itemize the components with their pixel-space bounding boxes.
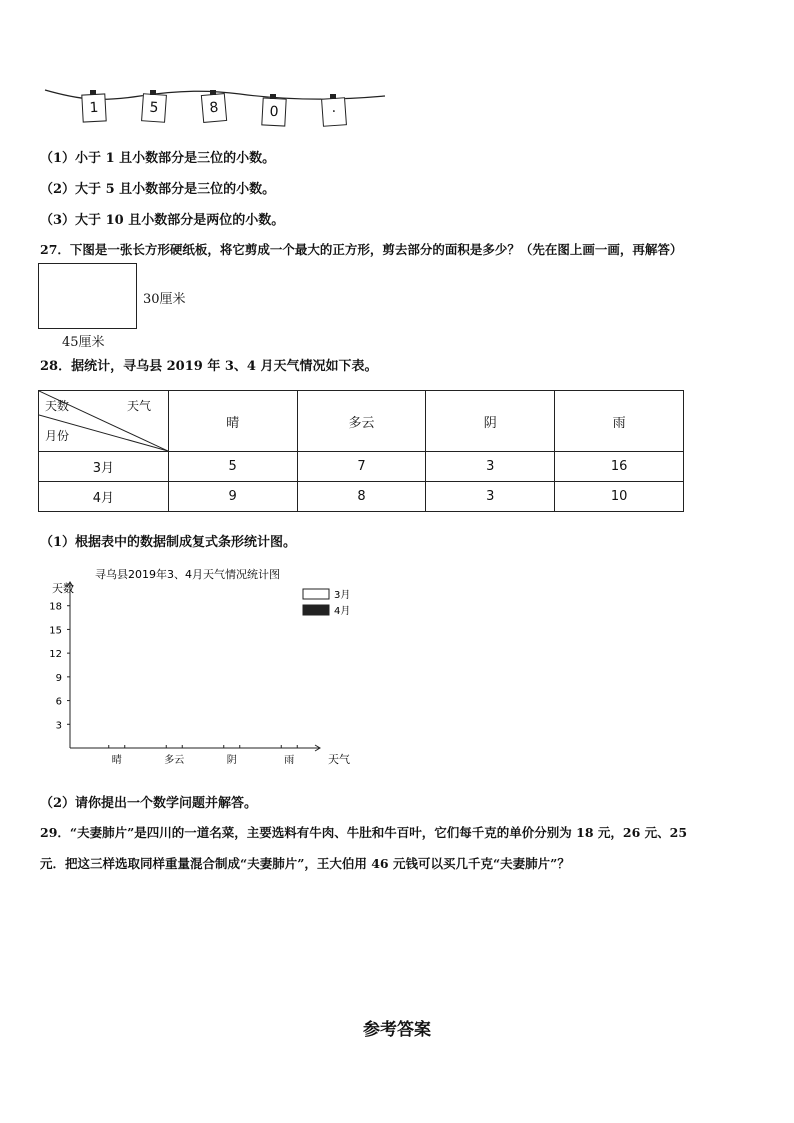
sub-question-2: （2）大于 5 且小数部分是三位的小数。: [40, 182, 276, 197]
table-cell: 5: [168, 452, 297, 482]
x-tick-label: 雨: [284, 755, 295, 766]
column-header: 多云: [297, 391, 426, 452]
cardboard-rectangle: [38, 263, 137, 329]
question-29-line-2: 元．把这三样选取同样重量混合制成“夫妻肺片”，王大伯用 46 元钱可以买几千克“夫妻肺片”？: [40, 856, 570, 871]
row-month: 3月: [39, 452, 169, 482]
y-tick-label: 6: [55, 696, 62, 708]
number-card: ·: [321, 97, 347, 127]
column-header: 晴: [168, 391, 297, 452]
legend-swatch: [303, 605, 329, 615]
corner-weather-label: 天气: [127, 399, 152, 413]
legend-label: 3月: [334, 590, 351, 601]
chart-legend: [303, 589, 350, 617]
number-card-string: [40, 80, 390, 130]
question-28-sub-2: （2）请你提出一个数学问题并解答。: [40, 796, 258, 811]
table-cell: 3: [426, 482, 555, 512]
y-axis-label: 天数: [52, 582, 74, 595]
table-cell: 16: [555, 452, 684, 482]
weather-table: [38, 390, 684, 512]
x-axis-label: 天气: [328, 753, 350, 766]
x-tick-label: 晴: [111, 755, 122, 766]
corner-days-label: 天数: [45, 399, 70, 413]
x-tick-label: 阴: [226, 755, 237, 766]
y-tick-label: 15: [49, 625, 62, 637]
chart-title: 寻乌县2019年3、4月天气情况统计图: [95, 568, 280, 581]
y-ticks: [49, 602, 70, 732]
answer-heading: 参考答案: [363, 1020, 431, 1040]
weather-bar-chart: [40, 562, 370, 772]
table-cell: 7: [297, 452, 426, 482]
table-cell: 10: [555, 482, 684, 512]
table-cell: 3: [426, 452, 555, 482]
question-28: 28．据统计，寻乌县 2019 年 3、4 月天气情况如下表。: [40, 359, 378, 374]
number-card: 5: [141, 93, 167, 123]
y-tick-label: 3: [55, 720, 62, 732]
x-tick-label: 多云: [164, 755, 185, 766]
y-tick-label: 12: [49, 649, 62, 661]
sub-question-1: （1）小于 1 且小数部分是三位的小数。: [40, 151, 276, 166]
table-row: [39, 482, 684, 512]
width-label: 45厘米: [62, 335, 105, 350]
question-27: 27．下图是一张长方形硬纸板，将它剪成一个最大的正方形，剪去部分的面积是多少？（先在图上画一画，再解答）: [40, 242, 683, 257]
legend-label: 4月: [334, 606, 351, 617]
y-tick-label: 9: [55, 672, 62, 684]
chart-axes: [67, 582, 320, 751]
number-card: 1: [81, 93, 106, 122]
table-corner-cell: [39, 391, 169, 452]
table-cell: 8: [297, 482, 426, 512]
y-tick-label: 18: [49, 601, 62, 613]
column-header: 雨: [555, 391, 684, 452]
corner-month-label: 月份: [45, 429, 70, 443]
row-month: 4月: [39, 482, 169, 512]
sub-question-3: （3）大于 10 且小数部分是两位的小数。: [40, 213, 285, 228]
table-row: [39, 452, 684, 482]
question-28-sub-1: （1）根据表中的数据制成复式条形统计图。: [40, 535, 297, 550]
height-label: 30厘米: [143, 292, 186, 307]
number-card: 0: [261, 97, 286, 126]
number-card: 8: [201, 93, 227, 123]
table-cell: 9: [168, 482, 297, 512]
column-header: 阴: [426, 391, 555, 452]
legend-swatch: [303, 589, 329, 599]
question-29-line-1: 29．“夫妻肺片”是四川的一道名菜，主要选料有牛肉、牛肚和牛百叶，它们每千克的单价分别为 18 元，26 元、25: [40, 825, 688, 840]
